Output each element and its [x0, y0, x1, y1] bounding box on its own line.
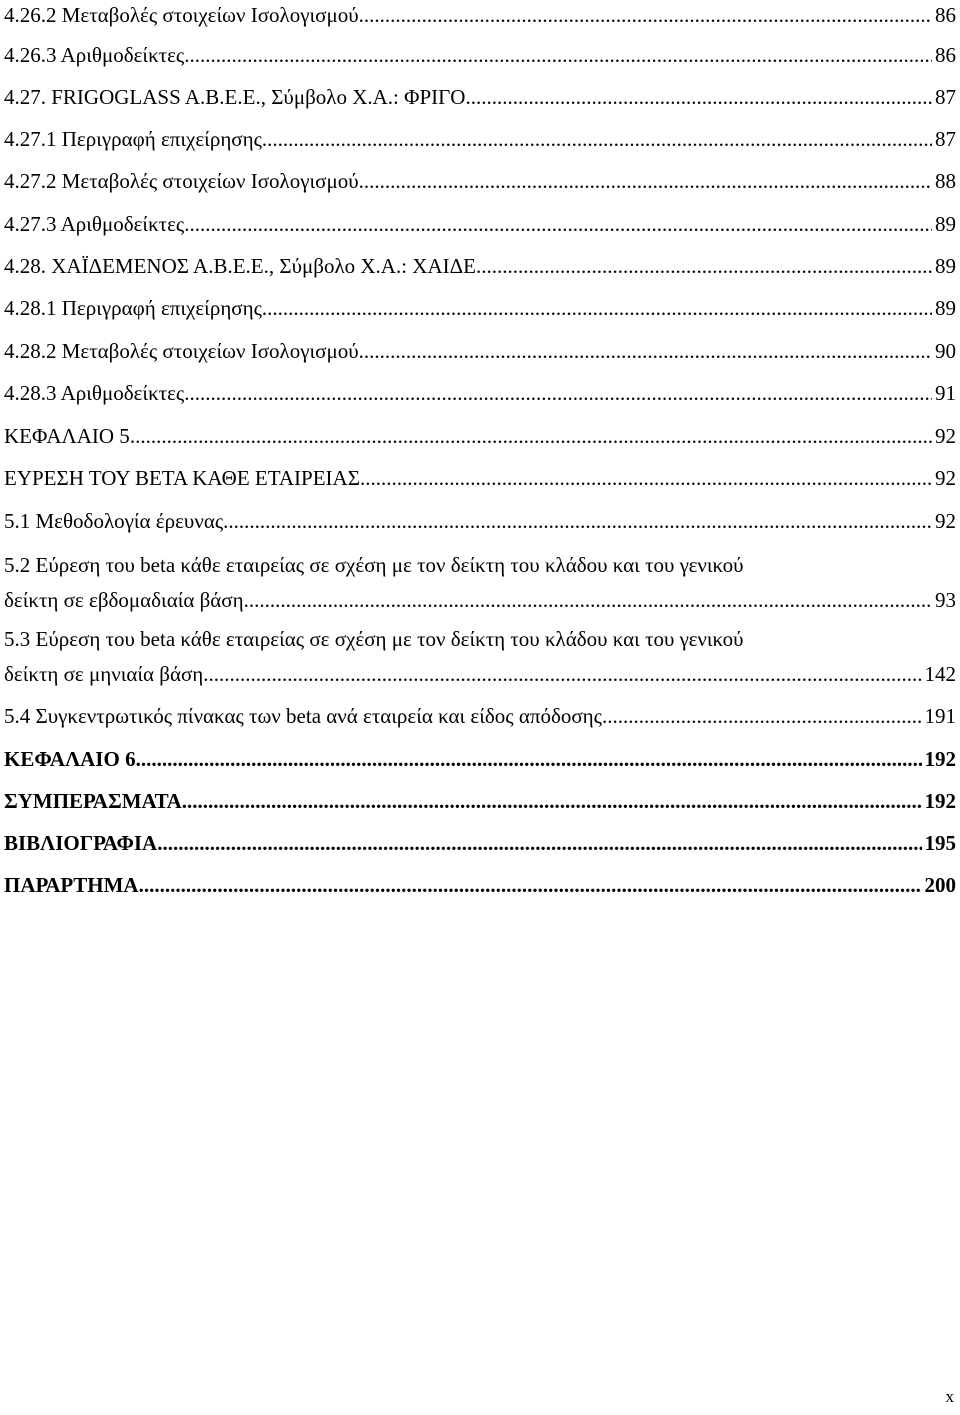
- toc-entry-page: 200: [924, 873, 956, 897]
- toc-entry-title: ΚΕΦΑΛΑΙΟ 6: [4, 747, 136, 771]
- toc-entry[interactable]: [4, 463, 956, 493]
- toc-entry-title: 4.27.3 Αριθμοδείκτες: [4, 212, 185, 236]
- toc-entry-page: 93: [935, 588, 956, 612]
- toc-entry-title: 4.28. ΧΑΪΔΕΜΕΝΟΣ Α.Β.Ε.Ε., Σύμβολο Χ.Α.: ΧΑΙΔΕ: [4, 254, 476, 278]
- dot-leader: [465, 82, 932, 112]
- toc-entry[interactable]: [4, 378, 956, 408]
- toc-entry[interactable]: [4, 506, 956, 536]
- toc-entry-title-line1: 5.2 Εύρεση του beta κάθε εταιρείας σε σχέση με τον δείκτη του κλάδου και του γενικού: [4, 553, 744, 577]
- toc-entry[interactable]: [4, 336, 956, 366]
- dot-leader: [130, 421, 932, 451]
- toc-entry-title: ΚΕΦΑΛΑΙΟ 5: [4, 424, 130, 448]
- dot-leader: [184, 378, 932, 408]
- toc-entry-page: 192: [924, 789, 956, 813]
- dot-leader: [360, 463, 932, 493]
- page-number: x: [945, 1387, 954, 1406]
- toc-entry-title: 4.27.2 Μεταβολές στοιχείων Ισολογισμού: [4, 169, 359, 193]
- toc-entry-page: 87: [935, 85, 956, 109]
- toc-entry[interactable]: [4, 82, 956, 112]
- toc-entry[interactable]: [4, 251, 956, 281]
- toc-entry-title: ΣΥΜΠΕΡΑΣΜΑΤΑ: [4, 789, 182, 813]
- dot-leader: [359, 336, 932, 366]
- toc-entry-page: 192: [924, 747, 956, 771]
- toc-entry-page: 142: [924, 662, 956, 686]
- toc-entry[interactable]: [4, 701, 956, 731]
- toc-entry-page: 91: [935, 381, 956, 405]
- toc-entry-page: 86: [935, 43, 956, 67]
- toc-entry-page: 89: [935, 296, 956, 320]
- toc-entry[interactable]: [4, 124, 956, 154]
- toc-entry-page: 195: [924, 831, 956, 855]
- toc-entry-page: 89: [935, 212, 956, 236]
- toc-entry-title: ΕΥΡΕΣΗ ΤΟΥ ΒΕΤΑ ΚΑΘΕ ΕΤΑΙΡΕΙΑΣ: [4, 466, 360, 490]
- dot-leader: [262, 293, 932, 323]
- toc-entry-page: 92: [935, 424, 956, 448]
- toc-entry-page: 92: [935, 466, 956, 490]
- toc-entry-title: 4.28.3 Αριθμοδείκτες: [4, 381, 185, 405]
- dot-leader: [244, 585, 932, 615]
- toc-entry-title: 5.4 Συγκεντρωτικός πίνακας των beta ανά εταιρεία και είδος απόδοσης: [4, 704, 602, 728]
- toc-entry-page: 88: [935, 169, 956, 193]
- toc-entry-title: 4.26.2 Μεταβολές στοιχείων Ισολογισμού: [4, 3, 359, 27]
- toc-entry-title: ΒΙΒΛΙΟΓΡΑΦΙΑ: [4, 831, 158, 855]
- toc-entry[interactable]: [4, 40, 956, 70]
- dot-leader: [223, 506, 932, 536]
- toc-entry-title: δείκτη σε εβδομαδιαία βάση: [4, 588, 244, 612]
- dot-leader: [359, 0, 932, 30]
- dot-leader: [184, 40, 932, 70]
- toc-entry-title-line1: 5.3 Εύρεση του beta κάθε εταιρείας σε σχέση με τον δείκτη του κλάδου και του γενικού: [4, 627, 744, 651]
- dot-leader: [182, 786, 922, 816]
- dot-leader: [359, 166, 932, 196]
- dot-leader: [136, 744, 922, 774]
- dot-leader: [139, 870, 922, 900]
- toc-entry[interactable]: [4, 0, 956, 30]
- toc-entry-title: 4.26.3 Αριθμοδείκτες: [4, 43, 185, 67]
- dot-leader: [602, 701, 922, 731]
- toc-entry-page: 90: [935, 339, 956, 363]
- dot-leader: [157, 828, 921, 858]
- toc-entry-title: 5.1 Μεθοδολογία έρευνας: [4, 509, 224, 533]
- toc-entry-title: δείκτη σε μηνιαία βάση: [4, 662, 204, 686]
- toc-entry-page: 86: [935, 3, 956, 27]
- toc-entry-page: 89: [935, 254, 956, 278]
- dot-leader: [262, 124, 932, 154]
- toc-entry[interactable]: [4, 209, 956, 239]
- toc-entry-title: 4.28.2 Μεταβολές στοιχείων Ισολογισμού: [4, 339, 359, 363]
- toc-entry-title: ΠΑΡΑΡΤΗΜΑ: [4, 873, 139, 897]
- dot-leader: [476, 251, 932, 281]
- toc-entry-title: 4.28.1 Περιγραφή επιχείρησης: [4, 296, 262, 320]
- toc-entry-page: 87: [935, 127, 956, 151]
- toc-entry[interactable]: [4, 744, 956, 774]
- toc-entry[interactable]: [4, 166, 956, 196]
- toc-entry[interactable]: [4, 870, 956, 900]
- toc-entry[interactable]: [4, 550, 956, 615]
- toc-entry[interactable]: [4, 624, 956, 689]
- toc-entry[interactable]: [4, 828, 956, 858]
- toc-entry[interactable]: [4, 421, 956, 451]
- toc-entry[interactable]: [4, 786, 956, 816]
- toc-entry-page: 191: [924, 704, 956, 728]
- toc-entry-title: 4.27.1 Περιγραφή επιχείρησης: [4, 127, 262, 151]
- toc-entry-page: 92: [935, 509, 956, 533]
- dot-leader: [184, 209, 932, 239]
- toc-entry-title: 4.27. FRIGOGLASS A.B.E.E., Σύμβολο Χ.Α.: ΦΡΙΓΟ: [4, 85, 466, 109]
- toc-entry[interactable]: [4, 293, 956, 323]
- dot-leader: [203, 659, 921, 689]
